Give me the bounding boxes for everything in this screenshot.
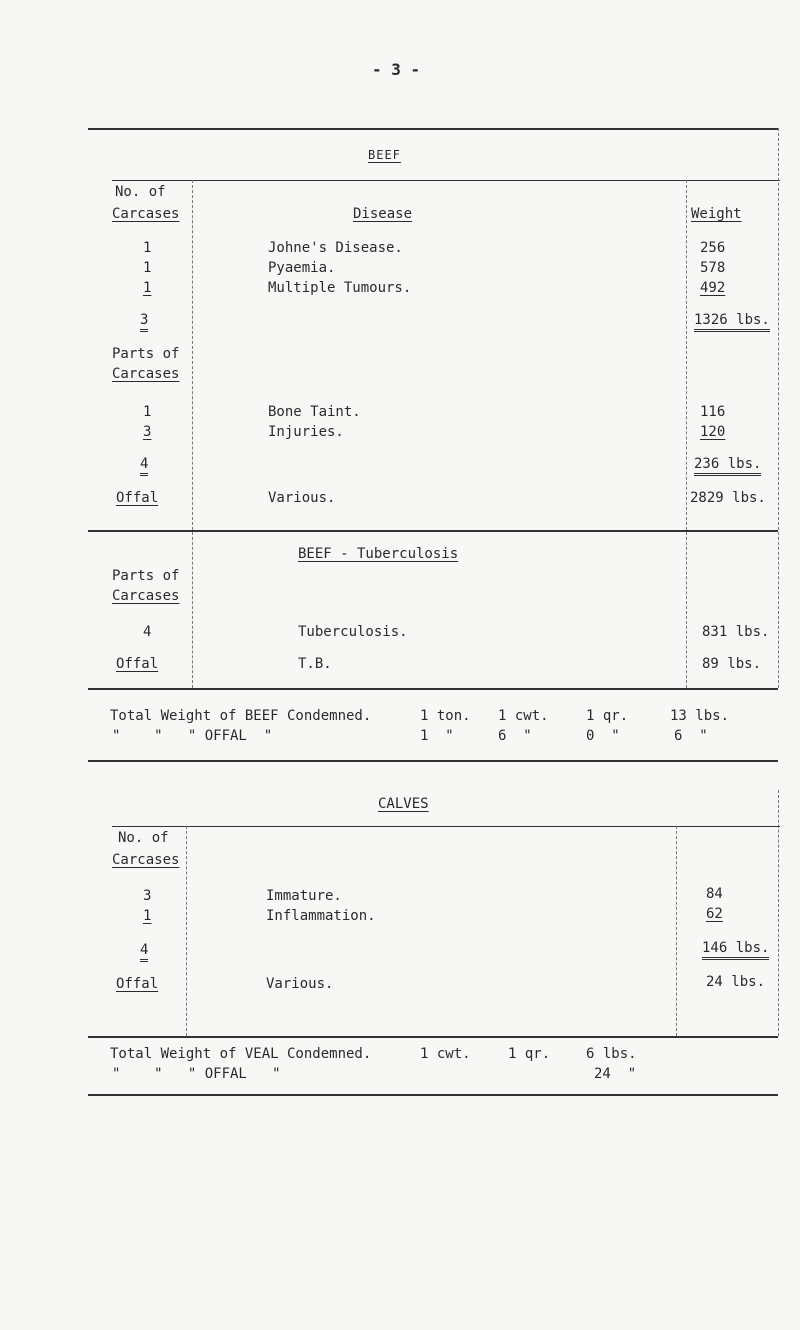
beef-row-2-disease: Pyaemia.	[268, 260, 336, 276]
page-number: - 3 -	[372, 60, 421, 79]
beef-col-disease: Disease	[353, 206, 413, 222]
beef-total-line2-qr: 0 "	[586, 728, 620, 744]
calves-offal-disease: Various.	[266, 976, 334, 992]
tb-parts-disease: Tuberculosis.	[298, 624, 408, 640]
tb-offal-label: Offal	[116, 656, 159, 672]
calves-title: CALVES	[378, 796, 429, 812]
beef-part-1-weight: 116	[700, 404, 726, 420]
beef-total-line1-cwt: 1 cwt.	[498, 708, 549, 724]
calves-header-rule	[112, 826, 780, 827]
tb-col-divider-2	[686, 532, 687, 688]
beef-parts-total-weight: 236 lbs.	[694, 456, 761, 476]
beef-parts-label-line2: Carcases	[112, 366, 180, 382]
beef-row-3-count: 1	[143, 280, 152, 296]
calves-row-1-count: 3	[143, 888, 152, 904]
calves-row-2-weight: 62	[706, 906, 723, 922]
tb-section-rule	[88, 688, 778, 690]
beef-row-1-count: 1	[143, 240, 152, 256]
beef-row-3-disease: Multiple Tumours.	[268, 280, 412, 296]
beef-offal-disease: Various.	[268, 490, 336, 506]
tb-parts-label-line1: Parts of	[112, 568, 180, 584]
beef-part-2-count: 3	[143, 424, 152, 440]
beef-col-divider-1	[192, 180, 193, 530]
veal-total-line1-cwt: 1 cwt.	[420, 1046, 471, 1062]
tb-offal-disease: T.B.	[298, 656, 332, 672]
tb-title: BEEF - Tuberculosis	[298, 546, 459, 562]
beef-part-1-disease: Bone Taint.	[268, 404, 361, 420]
calves-row-2-disease: Inflammation.	[266, 908, 376, 924]
calves-offal-weight: 24 lbs.	[706, 974, 766, 990]
beef-right-border	[778, 128, 779, 530]
beef-part-2-weight: 120	[700, 424, 726, 440]
beef-title: BEEF	[368, 148, 401, 162]
beef-row-1-weight: 256	[700, 240, 726, 256]
beef-total-line1-label: Total Weight of BEEF Condemned.	[110, 708, 372, 724]
beef-total-line2-lbs: 6 "	[674, 728, 708, 744]
calves-total-weight: 146 lbs.	[702, 940, 769, 960]
calves-col-carcases-line1: No. of	[118, 830, 169, 846]
calves-total-count: 4	[140, 942, 148, 962]
veal-total-line2-label: " " " OFFAL "	[112, 1066, 281, 1082]
calves-offal-label: Offal	[116, 976, 159, 992]
tb-right-border	[778, 532, 779, 688]
beef-top-rule	[88, 128, 778, 130]
veal-totals-rule	[88, 1094, 778, 1096]
beef-col-carcases-line1: No. of	[115, 184, 166, 200]
beef-totals-rule	[88, 760, 778, 762]
beef-total-line2-label: " " " OFFAL "	[112, 728, 273, 744]
beef-col-divider-2	[686, 180, 687, 530]
tb-parts-label-line2: Carcases	[112, 588, 180, 604]
calves-row-1-weight: 84	[706, 886, 723, 902]
veal-total-line1-label: Total Weight of VEAL Condemned.	[110, 1046, 372, 1062]
veal-total-line1-lbs: 6 lbs.	[586, 1046, 637, 1062]
calves-row-1-disease: Immature.	[266, 888, 342, 904]
beef-header-rule	[112, 180, 780, 181]
beef-col-carcases-line2: Carcases	[112, 206, 180, 222]
beef-col-weight: Weight	[691, 206, 742, 222]
beef-total-line2-tons: 1 "	[420, 728, 454, 744]
tb-offal-weight: 89 lbs.	[702, 656, 762, 672]
beef-part-2-disease: Injuries.	[268, 424, 344, 440]
tb-col-divider-1	[192, 532, 193, 688]
tb-parts-weight: 831 lbs.	[702, 624, 770, 640]
beef-carcases-total-weight: 1326 lbs.	[694, 312, 770, 332]
beef-row-2-count: 1	[143, 260, 152, 276]
beef-parts-total-count: 4	[140, 456, 148, 476]
tb-parts-count: 4	[143, 624, 152, 640]
calves-row-2-count: 1	[143, 908, 152, 924]
beef-offal-label: Offal	[116, 490, 159, 506]
beef-offal-weight: 2829 lbs.	[690, 490, 766, 506]
calves-col-divider-2	[676, 826, 677, 1036]
beef-row-3-weight: 492	[700, 280, 726, 296]
beef-total-line1-lbs: 13 lbs.	[670, 708, 730, 724]
calves-col-divider-1	[186, 826, 187, 1036]
beef-parts-label-line1: Parts of	[112, 346, 180, 362]
veal-total-line1-qr: 1 qr.	[508, 1046, 551, 1062]
beef-carcases-total-count: 3	[140, 312, 148, 332]
beef-row-1-disease: Johne's Disease.	[268, 240, 403, 256]
calves-col-carcases-line2: Carcases	[112, 852, 180, 868]
calves-section-rule	[88, 1036, 778, 1038]
veal-total-line2-lbs: 24 "	[594, 1066, 637, 1082]
beef-total-line2-cwt: 6 "	[498, 728, 532, 744]
beef-row-2-weight: 578	[700, 260, 726, 276]
beef-total-line1-tons: 1 ton.	[420, 708, 471, 724]
beef-part-1-count: 1	[143, 404, 152, 420]
beef-total-line1-qr: 1 qr.	[586, 708, 629, 724]
